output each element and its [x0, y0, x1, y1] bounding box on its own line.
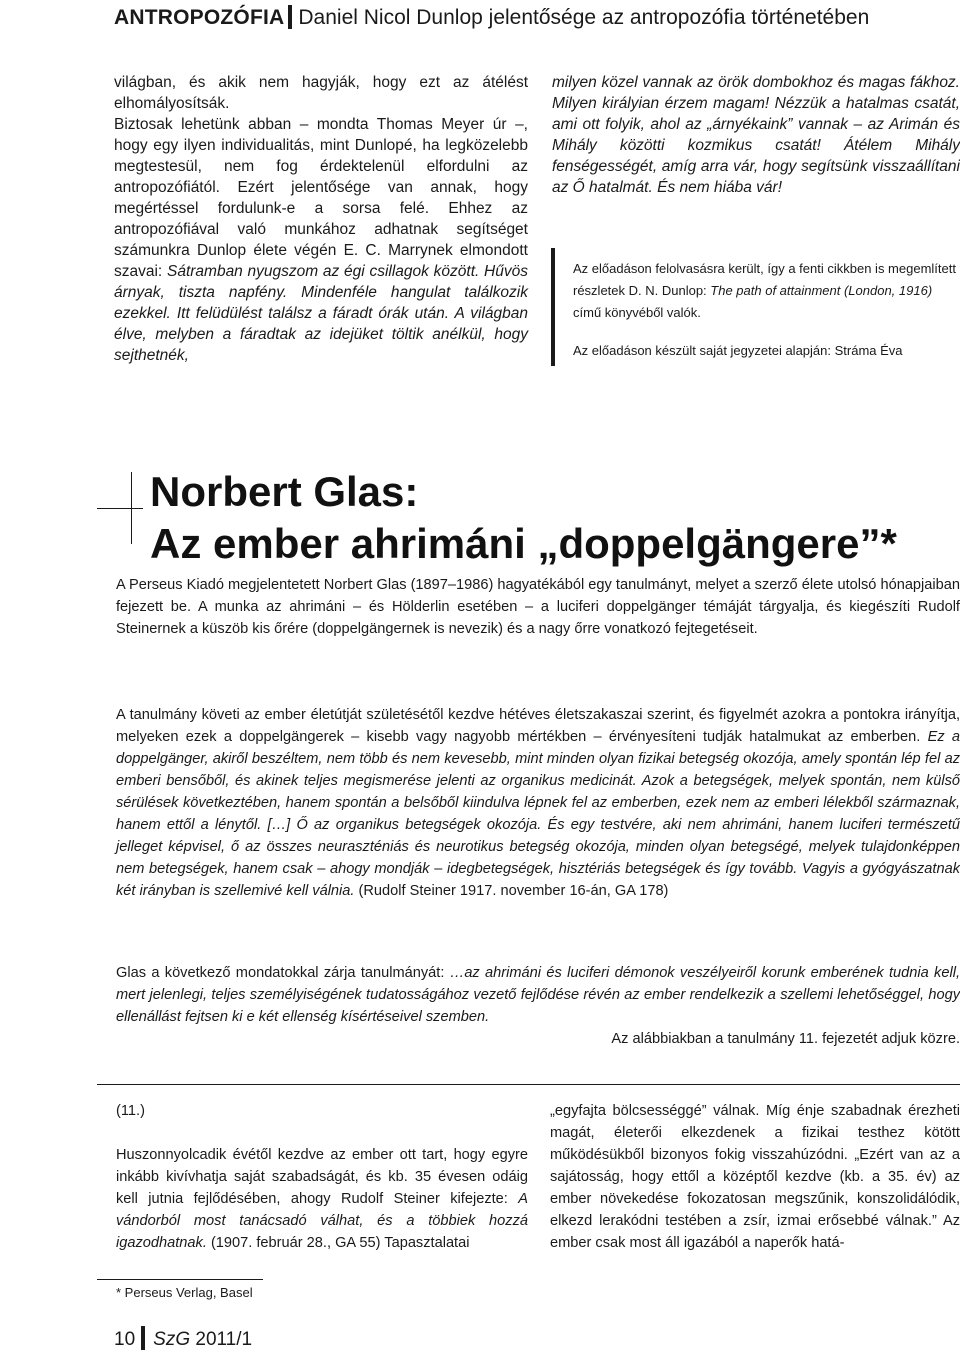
note-text: Az előadáson felolvasásra került, így a fenti cikkben is megemlített részletek D. N. Dunlop: — [573, 261, 956, 298]
chapter-intro: Az alábbiakban a tanulmány 11. fejezetét adjuk közre. — [611, 1031, 960, 1047]
article-title — [150, 466, 897, 570]
title-crossmark-vertical — [131, 472, 132, 544]
note-credit: Az előadáson készült saját jegyzetei alapján: Strámа Éva — [573, 343, 903, 358]
quotation: Sátramban nyugszom az égi csillagok között. Hűvös árnyak, tiszta napfény. Mindenféle hangulat találkozik ezekkel. Itt felüdülést találsz a fáradt órák után. A világban élve, melyben a fáradtak az idejüket töltik anélkül, hogy sejthetnék, — [114, 263, 528, 364]
page-number: 10 — [114, 1329, 136, 1350]
note-text-end: című könyvéből valók. — [573, 305, 701, 320]
book-title: The path of attainment (London, 1916) — [710, 283, 933, 298]
article-heading: Az ember ahrimáni „doppelgängere”* — [150, 520, 897, 567]
paragraph: A Perseus Kiadó megjelentetett Norbert Glas (1897–1986) hagyatékából egy tanulmányt, melyet a szerző élete utolsó hónapjaiban fejezett be. A munka az ahrimáni – és Hölderlin esetében – a luciferi doppelgänger témáját tárgyalja, és kiegészíti Rudolf Steinernek a küszöb kis őrére (doppelgängernek is nevezik) és a nagy őrre vonatkozó fejtegetéseit. — [116, 577, 960, 637]
left-column — [114, 72, 528, 366]
chapter-right-column — [550, 1100, 960, 1254]
paragraph — [114, 114, 528, 366]
journal-name: SzG — [153, 1329, 191, 1350]
footer-divider — [141, 1326, 145, 1350]
paragraph — [116, 1144, 528, 1254]
quotation: A vándorból most tanácsadó válhat, és a többiek hozzá igazodhatnak. — [116, 1191, 528, 1251]
quotation: Ez a doppelgänger, akiről beszéltem, nem több és nem kevesebb, mint minden olyan fizikai betegség okozója, amely spontán lép fel az emberi bensőből, és akinek teljes megismerése jelenti az organikus medicinát. Azok a betegségek, melyek spontán, nem külső sérülések következtében, hanem spontán a belsőből kiindulva lépnek fel az emberben, ezek nem az emberi lélekből származnak, hanem ettől a lénytől. […] Ő az organikus betegségek okozója. És egy testvére, aki nem ahrimáni, hanem luciferi természetű jelleget képvisel, ő az összes neuraszténiás és neurotikus betegség okozója, minden olyan betegségé, melyek tulajdonképpen nem betegségek, hanem csak – ahogy mondják – idegbetegségek, hisztériás betegségek és így tovább. Vagyis a gyógyászatnak két irányban is szellemivé kell válnia. — [116, 729, 960, 899]
note-rule — [551, 248, 555, 366]
article-intro — [116, 574, 960, 640]
title-crossmark-horizontal — [97, 508, 143, 509]
citation: (Rudolf Steiner 1917. november 16-án, GA 178) — [354, 883, 669, 899]
chapter-left-column — [116, 1100, 528, 1254]
chapter-number: (11.) — [116, 1103, 145, 1119]
source-note-text — [573, 258, 960, 324]
paragraph-text: Biztosak lehetünk abban – mondta Thomas Meyer úr –, hogy egy ilyen individualitás, mint Dunlopé, ha legközelebb megtestesül, nem fog érdektelenül elfordulni az antropozófiától. Ezért jelentősége van annak, hogy megértéssel fordulunk-e a sorsa felé. Ehhez az antropozófiával való munkához adhatnak segítséget számunkra Dunlop élete végén E. C. Marrynek elmondott szavai: — [114, 116, 528, 280]
paragraph — [116, 962, 960, 1028]
paragraph: világban, és akik nem hagyják, hogy ezt az átélést elhomályosítsák. — [114, 74, 528, 112]
article-author: Norbert Glas: — [150, 468, 419, 515]
quotation: milyen közel vannak az örök dombokhoz és magas fákhoz. Milyen királyian érzem magam! Nézzük a hatalmas csatát, ami ott folyik, ahol az „árnyékaink” vannak – az Arimán és Mihály közötti kozmikus csatát! Átélem Mihály fenségességét, amíg arra vár, hogy segítsünk visszaállítani az Ő hatalmát. És nem hiába vár! — [552, 74, 960, 196]
paragraph-text: Huszonnyolcadik évétől kezdve az ember ott tart, hogy egyre inkább kivívhatja saját szabadságát, és kb. 35 évesen odáig kell jutnia fejlődésében, ahogy Rudolf Steiner kifejezte: — [116, 1147, 528, 1207]
running-header — [114, 4, 869, 32]
paragraph — [116, 704, 960, 902]
citation: (1907. február 28., GA 55) Tapasztalatai — [206, 1235, 470, 1251]
right-column — [552, 72, 960, 198]
footnote-rule — [97, 1279, 263, 1280]
article-conclusion — [116, 962, 960, 1050]
footnote: * Perseus Verlag, Basel — [116, 1285, 253, 1300]
header-subtitle: Daniel Nicol Dunlop jelentősége az antropozófia történetében — [298, 6, 870, 29]
paragraph: „egyfajta bölcsességgé” válnak. Míg énje szabadnak érezheti magát, életerői elkezdenek a fizikai testhez kötött működésükből bizonyos fokig visszahúzódni. „Ezért van az a sajátosság, hogy ettől a középtől kezdve (kb. a 35. év) az ember növekedése fokozatosan megszűnik, konszolidálódik, elkezd lerakódni testében a zsír, izmai erősebbé válnak.” Az ember csak most áll igazából a naperők hatá- — [550, 1103, 960, 1251]
article-steiner-quote — [116, 704, 960, 902]
paragraph-text: Glas a következő mondatokkal zárja tanulmányát: — [116, 965, 450, 981]
page-footer — [114, 1326, 252, 1354]
source-note — [573, 258, 960, 362]
quotation: …az ahrimáni és luciferi démonok veszélyeiről korunk emberének tudnia kell, mert jelenlegi, teljes személyiségének tudatosságához vezető fejlődése révén az ember rendelkezik a szellemi lehetőséggel, hogy ellenállást fejtsen ki e két ellenség kísértéseivel szemben. — [116, 965, 960, 1025]
section-name: ANTROPOZÓFIA — [114, 6, 285, 29]
journal-issue: 2011/1 — [195, 1329, 253, 1350]
paragraph-text: A tanulmány követi az ember életútját születésétől kezdve hétéves életszakaszai szerint, és figyelmét azokra a pontokra irányítja, melyeken ezek a doppelgängerek – kisebb vagy nagyobb mértékben – érvényesíteni tudják hatalmukat az emberben. — [116, 707, 960, 745]
section-separator — [97, 1084, 960, 1085]
header-divider — [288, 5, 292, 29]
